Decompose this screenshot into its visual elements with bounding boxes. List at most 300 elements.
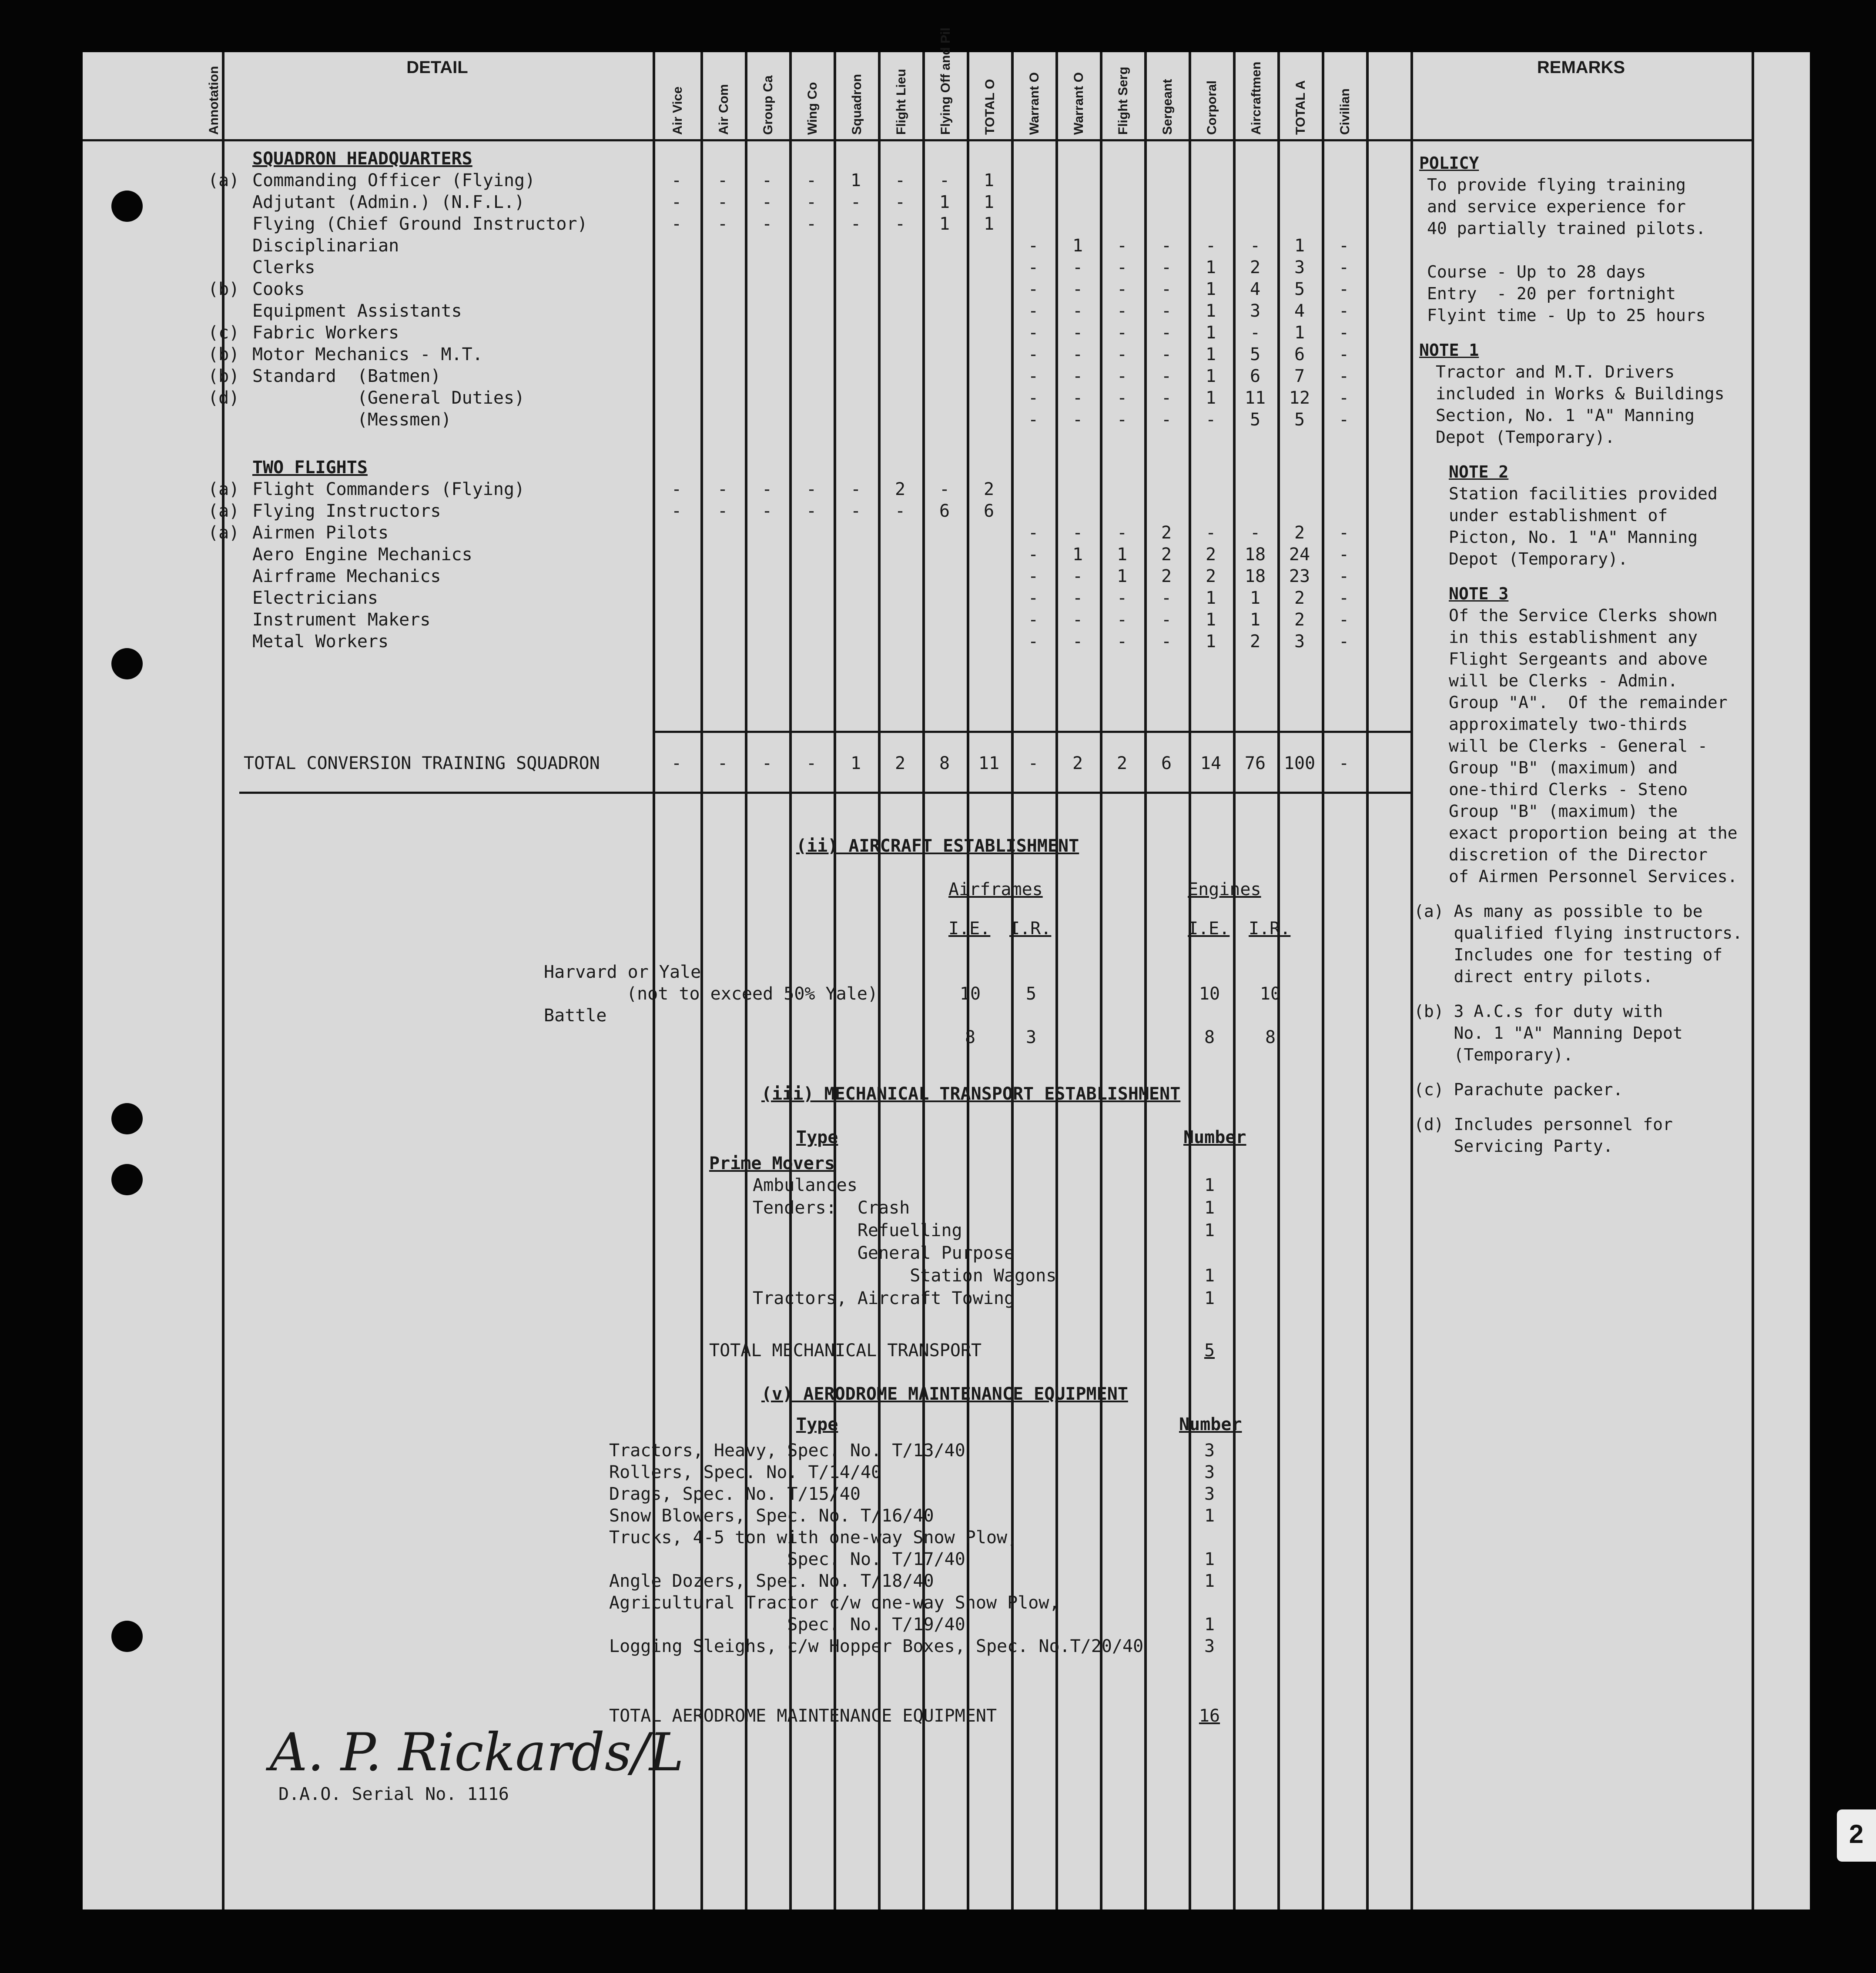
table-cell: - [717,214,728,234]
table-cell: - [1116,257,1128,278]
table-cell: 1 [1205,588,1216,608]
annotation-mark: (a) [208,523,240,543]
table-cell: - [1072,323,1083,343]
table-cell: - [1028,388,1039,408]
table-cell: - [1072,588,1083,608]
aircraft-count: 8 [1265,1027,1276,1047]
table-cell: 5 [1294,410,1305,430]
policy-line: Entry - 20 per fortnight [1427,284,1676,303]
table-cell: - [1338,323,1350,343]
header-rule [83,139,1753,141]
note-line: Group "B" (maximum) the [1449,802,1678,821]
total-cell: - [806,753,817,773]
column-rule [1366,52,1369,1909]
table-cell: - [1338,566,1350,586]
row-label: Electricians [252,588,378,608]
engines-heading: Engines [1188,879,1261,900]
table-cell: - [1338,301,1350,321]
total-cell: 1 [850,753,861,773]
policy-line: 40 partially trained pilots. [1427,219,1706,238]
table-cell: 4 [1294,301,1305,321]
note-line: discretion of the Director [1449,845,1708,864]
table-cell: - [761,171,773,191]
aero-total-label: TOTAL AERODROME MAINTENANCE EQUIPMENT [609,1706,997,1726]
table-cell: 1 [1205,388,1216,408]
column-header: Flying Off and Pil [938,27,953,135]
table-cell: - [806,501,817,521]
row-label: (Messmen) [252,410,452,430]
row-label: Flying (Chief Ground Instructor) [252,214,588,234]
aircraft-count: 8 [1204,1027,1215,1047]
table-cell: 5 [1294,279,1305,299]
signature: A. P. Rickards/L [270,1722,684,1783]
table-cell: 1 [1205,610,1216,630]
row-label: Standard (Batmen) [252,366,441,386]
table-cell: 7 [1294,366,1305,386]
table-cell: - [939,171,950,191]
table-cell: - [1028,410,1039,430]
table-cell: - [761,192,773,212]
mt-type-heading: Type [796,1127,838,1147]
table-cell: - [1116,632,1128,652]
table-cell: - [671,214,682,234]
row-label: Instrument Makers [252,610,431,630]
aero-total: 16 [1199,1706,1220,1726]
table-cell: - [1338,344,1350,365]
total-cell: - [671,753,682,773]
table-cell: - [1161,323,1172,343]
table-cell: 1 [1116,545,1128,565]
table-cell: - [1116,344,1128,365]
table-cell: - [671,171,682,191]
table-cell: - [1028,632,1039,652]
table-cell: - [1250,236,1261,256]
table-cell: 2 [1161,523,1172,543]
table-cell: 6 [1294,344,1305,365]
note-line: Picton, No. 1 "A" Manning [1449,528,1698,547]
table-cell: - [894,214,906,234]
aero-item: Tractors, Heavy, Spec. No. T/13/40 [609,1441,965,1461]
table-cell: 3 [1250,301,1261,321]
table-cell: - [1028,566,1039,586]
column-header: Aircraftmen [1249,61,1263,135]
mt-total-label: TOTAL MECHANICAL TRANSPORT [709,1341,982,1361]
row-label: Airmen Pilots [252,523,389,543]
total-label: TOTAL CONVERSION TRAINING SQUADRON [244,753,600,773]
table-cell: - [1028,523,1039,543]
table-cell: - [1028,236,1039,256]
table-cell: - [1072,523,1083,543]
total-cell: - [1338,753,1350,773]
table-cell: - [1161,410,1172,430]
table-cell: - [1028,610,1039,630]
note-line: will be Clerks - General - [1449,736,1708,756]
total-cell: 2 [1116,753,1128,773]
mt-heading: (iii) MECHANICAL TRANSPORT ESTABLISHMENT [761,1084,1181,1104]
table-cell: - [1072,344,1083,365]
aircraft-count: 10 [1199,984,1220,1004]
section-heading: SQUADRON HEADQUARTERS [252,149,472,169]
aero-item: Agricultural Tractor c/w one-way Snow Plow, [609,1593,1060,1613]
table-cell: - [671,192,682,212]
table-cell: - [1116,366,1128,386]
table-cell: - [1072,610,1083,630]
note-line: of Airmen Personnel Services. [1449,867,1738,886]
remark-footnote: Servicing Party. [1414,1137,1613,1156]
table-cell: - [1028,323,1039,343]
aero-count: 3 [1204,1441,1215,1461]
total-cell: 100 [1283,753,1316,773]
remark-footnote: (c) Parachute packer. [1414,1080,1623,1099]
table-cell: 6 [983,501,995,521]
table-cell: 3 [1294,632,1305,652]
table-cell: - [894,501,906,521]
table-cell: - [806,479,817,499]
table-cell: - [806,171,817,191]
mt-item: Tenders: Crash [753,1198,910,1218]
remark-footnote: direct entry pilots. [1414,967,1653,986]
total-cell: 8 [939,753,950,773]
airframes-heading: Airframes [948,879,1043,900]
aircraft-type: Battle [544,1006,607,1026]
aero-type-heading: Type [796,1415,838,1435]
table-cell: - [1028,588,1039,608]
table-cell: - [1338,257,1350,278]
note-heading: NOTE 1 [1419,341,1479,360]
total-rule-top [653,731,1410,733]
note-line: one-third Clerks - Steno [1449,780,1688,799]
table-cell: 2 [1161,545,1172,565]
table-cell: - [1116,523,1128,543]
policy-line: To provide flying training [1427,175,1686,194]
table-cell: - [1338,523,1350,543]
column-header: Warrant O [1027,72,1042,135]
row-label: Flight Commanders (Flying) [252,479,525,499]
note-line: Group "A". Of the remainder [1449,693,1728,712]
table-cell: - [1028,301,1039,321]
row-label: Motor Mechanics - M.T. [252,344,483,365]
punch-hole [111,191,143,222]
column-header: TOTAL O [983,79,997,135]
remark-footnote: (b) 3 A.C.s for duty with [1414,1002,1663,1021]
table-cell: 2 [1250,257,1261,278]
total-cell: - [761,753,773,773]
mt-count: 1 [1204,1175,1215,1195]
table-cell: - [1116,279,1128,299]
remarks-header: REMARKS [1537,58,1625,77]
note-line: Depot (Temporary). [1436,428,1615,447]
note-line: exact proportion being at the [1449,823,1738,843]
note-line: Section, No. 1 "A" Manning [1436,406,1695,425]
row-label: (General Duties) [252,388,525,408]
table-cell: - [1205,410,1216,430]
table-cell: 1 [1205,366,1216,386]
mt-item: Station Wagons [753,1266,1057,1286]
punch-hole [111,1621,143,1652]
table-cell: - [1116,588,1128,608]
mt-count: 1 [1204,1266,1215,1286]
aircraft-count: 5 [1025,984,1037,1004]
aero-item: Logging Sleighs, c/w Hopper Boxes, Spec. No.T/20/40 [609,1636,1144,1656]
table-cell: - [1116,323,1128,343]
table-cell: - [894,192,906,212]
row-label: Clerks [252,257,315,278]
table-cell: 3 [1294,257,1305,278]
table-cell: 2 [1205,566,1216,586]
table-cell: 2 [1205,545,1216,565]
note-line: Group "B" (maximum) and [1449,758,1678,777]
aircraft-count: 10 [1260,984,1281,1004]
mt-item: Ambulances [753,1175,858,1195]
table-cell: 1 [850,171,861,191]
table-cell: - [1072,566,1083,586]
note-line: included in Works & Buildings [1436,384,1725,403]
remark-footnote: Includes one for testing of [1414,945,1723,964]
table-cell: 2 [1294,610,1305,630]
annotation-mark: (a) [208,479,240,499]
table-cell: - [761,501,773,521]
annotation-mark: (b) [208,366,240,386]
table-cell: 1 [983,214,995,234]
table-cell: 12 [1289,388,1310,408]
total-cell: - [1028,753,1039,773]
table-cell: - [1338,545,1350,565]
aero-count: 1 [1204,1615,1215,1635]
note-heading: NOTE 3 [1449,584,1509,603]
table-cell: 24 [1289,545,1310,565]
table-cell: - [717,479,728,499]
table-cell: - [1072,279,1083,299]
aero-count: 1 [1204,1571,1215,1591]
table-cell: 1 [1205,279,1216,299]
table-cell: - [806,214,817,234]
table-cell: - [1338,366,1350,386]
policy-line: Course - Up to 28 days [1427,262,1646,281]
table-cell: - [717,171,728,191]
aero-item: Trucks, 4-5 ton with one-way Snow Plow, [609,1528,1018,1548]
column-header: Warrant O [1072,72,1086,135]
column-header: Air Com [717,84,731,135]
row-label: Equipment Assistants [252,301,462,321]
table-cell: 6 [1250,366,1261,386]
note-line: under establishment of [1449,506,1668,525]
table-cell: - [671,479,682,499]
table-cell: 1 [1294,236,1305,256]
table-cell: 2 [1161,566,1172,586]
row-label: Flying Instructors [252,501,441,521]
table-cell: 1 [1072,236,1083,256]
table-cell: - [1250,523,1261,543]
total-cell: 76 [1244,753,1266,773]
mt-prime-movers: Prime Movers [709,1154,835,1174]
table-cell: - [1161,279,1172,299]
table-cell: - [1161,632,1172,652]
annotation-mark: (a) [208,501,240,521]
table-cell: - [1072,632,1083,652]
table-cell: - [1250,323,1261,343]
table-cell: - [1028,279,1039,299]
table-cell: - [1205,523,1216,543]
aircraft-subheading: I.R. [1249,919,1291,939]
annotation-mark: (b) [208,279,240,299]
aircraft-subheading: I.E. [1188,919,1230,939]
table-cell: - [1028,257,1039,278]
policy-line: Flyint time - Up to 25 hours [1427,306,1706,325]
table-cell: - [1161,366,1172,386]
table-cell: - [671,501,682,521]
aero-item: Spec. No. T/19/40 [609,1615,965,1635]
aero-item: Drags, Spec. No. T/15/40 [609,1484,861,1504]
note-line: Depot (Temporary). [1449,549,1628,568]
table-cell: - [1161,257,1172,278]
annotation-mark: (b) [208,344,240,365]
remark-footnote: (d) Includes personnel for [1414,1115,1673,1134]
mt-count: 1 [1204,1288,1215,1308]
table-cell: 2 [894,479,906,499]
aircraft-count: 3 [1025,1027,1037,1047]
table-cell: - [1116,301,1128,321]
punch-hole [111,1103,143,1134]
table-cell: - [1072,257,1083,278]
row-label: Adjutant (Admin.) (N.F.L.) [252,192,525,212]
table-cell: 1 [1205,323,1216,343]
row-label: Fabric Workers [252,323,399,343]
note-heading: NOTE 2 [1449,462,1509,482]
aircraft-count: 8 [965,1027,976,1047]
table-cell: - [1161,236,1172,256]
aero-count: 3 [1204,1462,1215,1482]
aero-item: Angle Dozers, Spec. No. T/18/40 [609,1571,934,1591]
table-cell: 1 [939,192,950,212]
mt-item: Tractors, Aircraft Towing [753,1288,1015,1308]
total-cell: 6 [1161,753,1172,773]
policy-line: and service experience for [1427,197,1686,216]
aircraft-type: Harvard or Yale [544,962,701,982]
row-label: Metal Workers [252,632,389,652]
table-cell: - [761,214,773,234]
document-page [83,27,1810,1909]
aero-count: 1 [1204,1549,1215,1569]
aero-item: Spec. No. T/17/40 [609,1549,965,1569]
total-cell: - [717,753,728,773]
annotation-mark: (a) [208,171,240,191]
note-line: Of the Service Clerks shown [1449,606,1718,625]
table-cell: 1 [1294,323,1305,343]
note-line: Station facilities provided [1449,484,1718,503]
table-cell: - [850,479,861,499]
aero-number-heading: Number [1179,1415,1242,1435]
table-cell: - [1116,410,1128,430]
page-number-tab: 2 [1837,1809,1876,1862]
aircraft-count: 10 [959,984,981,1004]
annotation-mark: (c) [208,323,240,343]
table-cell: 1 [1205,632,1216,652]
mt-total: 5 [1204,1341,1215,1361]
table-cell: 1 [983,171,995,191]
aero-count: 3 [1204,1636,1215,1656]
table-cell: 1 [1250,610,1261,630]
table-cell: 1 [939,214,950,234]
table-cell: - [894,171,906,191]
column-header: Corporal [1205,80,1219,135]
column-header: Sergeant [1160,79,1175,135]
table-cell: - [939,479,950,499]
row-label: Cooks [252,279,305,299]
aircraft-heading: (ii) AIRCRAFT ESTABLISHMENT [796,836,1079,856]
table-cell: - [1161,588,1172,608]
detail-header: DETAIL [406,58,468,77]
aircraft-subheading: I.R. [1009,919,1052,939]
column-header: Group Ca [761,75,775,135]
table-cell: - [1205,236,1216,256]
serial-number: D.A.O. Serial No. 1116 [278,1784,509,1804]
note-line: Tractor and M.T. Drivers [1436,362,1675,381]
remark-footnote: qualified flying instructors. [1414,923,1742,943]
remark-footnote: (Temporary). [1414,1045,1574,1064]
table-cell: - [717,501,728,521]
table-cell: - [1338,388,1350,408]
table-cell: 2 [1294,523,1305,543]
table-cell: - [850,501,861,521]
table-cell: 4 [1250,279,1261,299]
column-header: Air Vice [670,86,685,135]
total-cell: 2 [1072,753,1083,773]
table-cell: - [850,214,861,234]
section-heading: TWO FLIGHTS [252,458,368,478]
column-rule [1410,52,1413,1909]
table-cell: 2 [1294,588,1305,608]
annotation-header: Annotation [207,66,221,135]
table-cell: - [1338,410,1350,430]
aircraft-subheading: I.E. [948,919,991,939]
remark-footnote: (a) As many as possible to be [1414,902,1703,921]
aero-item: Rollers, Spec. No. T/14/40 [609,1462,882,1482]
policy-heading: POLICY [1419,154,1479,173]
column-header: TOTAL A [1293,80,1308,135]
table-cell: - [1072,410,1083,430]
table-cell: - [717,192,728,212]
aero-heading: (v) AERODROME MAINTENANCE EQUIPMENT [761,1384,1128,1404]
table-cell: 1 [1116,566,1128,586]
table-cell: 1 [1072,545,1083,565]
total-cell: 2 [894,753,906,773]
table-cell: - [1028,366,1039,386]
punch-hole [111,648,143,679]
note-line: will be Clerks - Admin. [1449,671,1678,690]
table-cell: 23 [1289,566,1310,586]
table-cell: 5 [1250,410,1261,430]
column-header: Civilian [1338,88,1352,135]
table-cell: - [806,192,817,212]
table-cell: - [1338,610,1350,630]
row-label: Aero Engine Mechanics [252,545,472,565]
table-cell: - [1338,279,1350,299]
punch-hole [111,1164,143,1195]
aero-item: Snow Blowers, Spec. No. T/16/40 [609,1506,934,1526]
note-line: Flight Sergeants and above [1449,649,1708,669]
note-line: approximately two-thirds [1449,715,1688,734]
table-cell: 1 [1205,257,1216,278]
remark-footnote: No. 1 "A" Manning Depot [1414,1023,1683,1043]
table-cell: - [1028,545,1039,565]
aero-count: 3 [1204,1484,1215,1504]
table-cell: 1 [1205,301,1216,321]
table-cell: 5 [1250,344,1261,365]
table-cell: - [1028,344,1039,365]
table-cell: - [1338,236,1350,256]
table-cell: 1 [983,192,995,212]
table-cell: 18 [1244,545,1266,565]
